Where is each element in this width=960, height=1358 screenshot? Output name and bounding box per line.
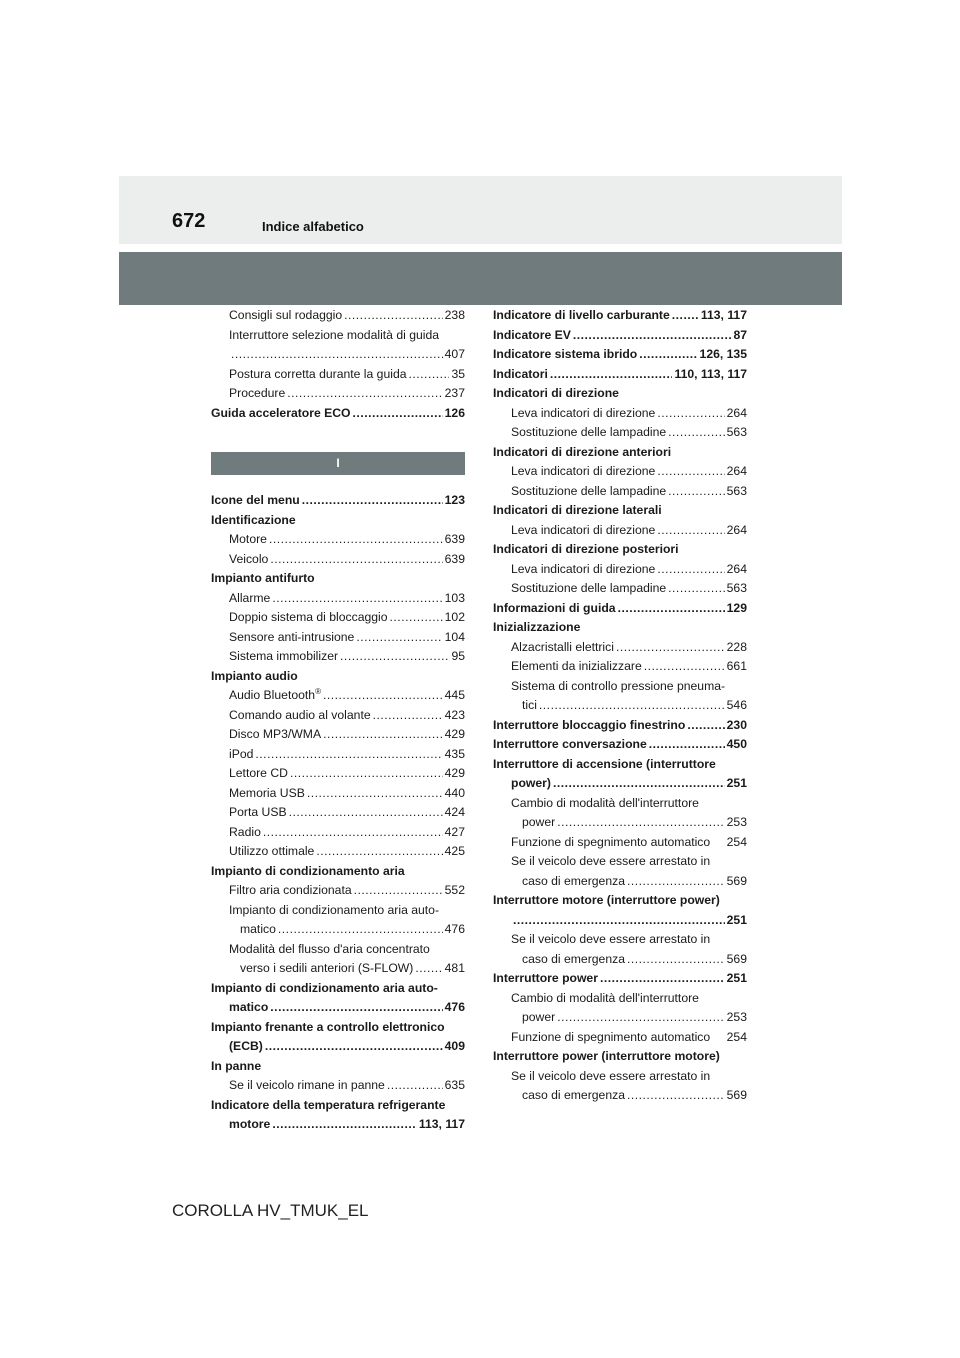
- index-entry: [211, 959, 465, 979]
- entry-page-number: 254: [726, 1029, 747, 1044]
- dot-leader: [687, 716, 724, 736]
- index-entries: [493, 306, 747, 1106]
- entry-page-number: 639: [444, 532, 465, 546]
- entry-page-number: 113, 117: [418, 1117, 465, 1131]
- index-entry: [493, 852, 747, 872]
- entry-page-number: 35: [451, 366, 465, 381]
- index-entry: [493, 755, 747, 775]
- dot-leader: [627, 1086, 725, 1106]
- entry-term: Allarme: [229, 590, 271, 605]
- index-entry: [493, 638, 747, 658]
- dot-leader: [668, 482, 725, 502]
- entry-page-number: 409: [444, 1039, 465, 1053]
- dot-leader: [278, 920, 443, 940]
- index-entry: [493, 423, 747, 443]
- index-entry: [211, 745, 465, 765]
- entry-term: Funzione di spegnimento automatico: [511, 834, 711, 849]
- entry-term: caso di emergenza: [522, 951, 625, 966]
- dot-leader: [415, 959, 442, 979]
- index-entry: [493, 618, 747, 638]
- dot-leader: [269, 530, 443, 550]
- index-entry: [211, 1096, 465, 1116]
- index-entry: [211, 901, 465, 921]
- index-entry: [211, 881, 465, 901]
- index-entry: [493, 540, 747, 560]
- dot-leader: [255, 745, 442, 765]
- index-entry: [211, 550, 465, 570]
- entry-term: Interruttore bloccaggio finestrino: [493, 717, 686, 732]
- dot-leader: [657, 560, 724, 580]
- index-entry: [493, 1086, 747, 1106]
- dot-leader: [513, 911, 725, 931]
- index-entries-bottom: [211, 491, 465, 1135]
- entry-page-number: 552: [444, 883, 465, 897]
- index-entry: [493, 989, 747, 1009]
- entry-term: Interruttore power (interruttore motore): [493, 1049, 720, 1063]
- entry-term: In panne: [211, 1058, 262, 1073]
- entry-page-number: 476: [444, 1000, 465, 1014]
- dot-leader: [644, 657, 725, 677]
- index-entry: [493, 579, 747, 599]
- page-number: 672: [172, 210, 206, 232]
- entry-term: Motore: [229, 532, 267, 546]
- entry-term: Sistema di controllo pressione pneuma-: [511, 678, 726, 693]
- entry-term: Doppio sistema di bloccaggio: [229, 610, 388, 624]
- entry-term: Indicatori di direzione anteriori: [493, 444, 672, 459]
- entry-page-number: 102: [444, 610, 465, 624]
- dot-leader: [649, 735, 725, 755]
- entry-page-number: 429: [444, 766, 465, 780]
- index-entry: [493, 891, 747, 911]
- index-entry: [211, 647, 465, 667]
- index-entry: [211, 979, 465, 999]
- entry-term: (ECB): [229, 1039, 263, 1053]
- index-entries-top: [211, 306, 465, 423]
- entry-term: Indicatore sistema ibrido: [493, 347, 638, 361]
- dot-leader: [668, 579, 725, 599]
- entry-term: Sistema immobilizer: [229, 649, 339, 663]
- entry-page-number: 661: [726, 659, 747, 673]
- index-entry: [493, 560, 747, 580]
- index-entry: [493, 306, 747, 326]
- index-entry: [211, 706, 465, 726]
- index-entry: [211, 404, 465, 424]
- entry-term: Porta USB: [229, 805, 287, 819]
- entry-term: Interruttore selezione modalità di guida: [229, 327, 440, 342]
- index-entry: [493, 501, 747, 521]
- index-entry: [211, 725, 465, 745]
- entry-term: Cambio di modalità dell'interruttore: [511, 795, 699, 810]
- dot-leader: [657, 462, 724, 482]
- entry-page-number: 450: [726, 737, 747, 751]
- entry-term: Indicatori di direzione posteriori: [493, 542, 679, 556]
- entry-term: Memoria USB: [229, 785, 305, 800]
- entry-term: Utilizzo ottimale: [229, 844, 315, 858]
- entry-page-number: 87: [733, 327, 747, 342]
- entry-term: Sostituzione delle lampadine: [511, 483, 667, 498]
- index-entry: [493, 657, 747, 677]
- entry-page-number: 440: [444, 785, 465, 800]
- dot-leader: [557, 813, 724, 833]
- index-entry: [493, 833, 747, 853]
- entry-page-number: 264: [726, 522, 747, 537]
- entry-page-number: 228: [726, 639, 747, 654]
- index-entry: [211, 326, 465, 346]
- entry-page-number: 445: [444, 688, 465, 702]
- dot-leader: [390, 608, 443, 628]
- entry-term: Inizializzazione: [493, 620, 581, 634]
- index-entry: [493, 1067, 747, 1087]
- entry-page-number: 425: [444, 844, 465, 858]
- index-entry: [493, 950, 747, 970]
- dot-leader: [231, 345, 443, 365]
- dot-leader: [657, 521, 724, 541]
- entry-page-number: 264: [726, 405, 747, 420]
- index-entry: [493, 911, 747, 931]
- entry-term: Procedure: [229, 386, 286, 400]
- dot-leader: [263, 823, 443, 843]
- entry-term: Disco MP3/WMA: [229, 727, 322, 741]
- index-entry: [211, 1018, 465, 1038]
- index-column-right: [493, 306, 747, 1106]
- index-entry: [493, 326, 747, 346]
- index-entry: [493, 1047, 747, 1067]
- dot-leader: [539, 696, 725, 716]
- index-entry: [211, 764, 465, 784]
- entry-term: caso di emergenza: [522, 1088, 625, 1102]
- index-entry: [493, 365, 747, 385]
- index-entry: [211, 784, 465, 804]
- entry-page-number: 95: [451, 649, 465, 663]
- dot-leader: [302, 491, 443, 511]
- entry-term: tici: [522, 698, 537, 712]
- dot-leader: [409, 365, 450, 385]
- dot-leader: [289, 803, 443, 823]
- header-band: [119, 176, 842, 244]
- index-entry: [211, 998, 465, 1018]
- index-entry: [211, 589, 465, 609]
- entry-term: Se il veicolo rimane in panne: [229, 1078, 385, 1092]
- entry-page-number: 126: [444, 405, 465, 420]
- entry-term: Sostituzione delle lampadine: [511, 581, 667, 595]
- entry-term: Radio: [229, 824, 261, 839]
- index-column-left: [211, 306, 465, 1135]
- entry-page-number: 569: [726, 1088, 747, 1102]
- dot-leader: [323, 686, 443, 706]
- entry-term: Informazioni di guida: [493, 600, 616, 615]
- index-entry: [211, 1076, 465, 1096]
- entry-term: Elementi da inizializzare: [511, 659, 642, 673]
- index-entry: [211, 628, 465, 648]
- entry-term: Veicolo: [229, 551, 269, 566]
- dot-leader: [616, 638, 725, 658]
- entry-page-number: 238: [444, 308, 465, 322]
- entry-page-number: 569: [726, 873, 747, 888]
- index-entry: [493, 521, 747, 541]
- index-entry: [211, 530, 465, 550]
- letter-heading: I: [211, 452, 465, 475]
- entry-term: Impianto frenante a controllo elettronico: [211, 1019, 445, 1034]
- dot-leader: [307, 784, 443, 804]
- dot-leader: [356, 628, 442, 648]
- entry-term: Audio Bluetooth®: [229, 686, 321, 702]
- index-entry: [493, 482, 747, 502]
- entry-term: Postura corretta durante la guida: [229, 366, 407, 381]
- entry-page-number: 253: [726, 815, 747, 829]
- index-entry: [493, 1028, 747, 1048]
- entry-term: Impianto antifurto: [211, 571, 315, 585]
- entry-term: Interruttore motore (interruttore power): [493, 893, 720, 907]
- entry-term: power: [522, 815, 556, 829]
- entry-page-number: 254: [726, 834, 747, 849]
- index-entry: [493, 677, 747, 697]
- dot-leader: [600, 969, 725, 989]
- index-entry: [493, 794, 747, 814]
- index-entry: [493, 872, 747, 892]
- entry-term: Indicatore EV: [493, 327, 571, 342]
- dot-leader: [353, 404, 443, 424]
- index-entry: [211, 803, 465, 823]
- index-entry: [211, 940, 465, 960]
- entry-term: Se il veicolo deve essere arrestato in: [511, 854, 711, 868]
- index-entry: [493, 813, 747, 833]
- entry-page-number: 253: [726, 1010, 747, 1024]
- entry-term: Leva indicatori di direzione: [511, 561, 656, 576]
- entry-page-number: 435: [444, 746, 465, 761]
- index-entry: [493, 599, 747, 619]
- index-entry: [211, 608, 465, 628]
- entry-page-number: 110, 113, 117: [674, 366, 747, 381]
- index-entry: [493, 735, 747, 755]
- dot-leader: [573, 326, 732, 346]
- entry-term: Leva indicatori di direzione: [511, 464, 656, 478]
- index-entry: [211, 1037, 465, 1057]
- index-entry: [211, 1115, 465, 1135]
- index-entry: [493, 774, 747, 794]
- entry-term: Lettore CD: [229, 766, 288, 780]
- index-entry: [211, 667, 465, 687]
- entry-page-number: 546: [726, 698, 747, 712]
- index-entry: [493, 384, 747, 404]
- entry-page-number: 481: [444, 961, 465, 975]
- index-entry: [211, 384, 465, 404]
- index-entry: [493, 462, 747, 482]
- dot-leader: [557, 1008, 724, 1028]
- section-title: Indice alfabetico: [262, 219, 364, 234]
- index-entry: [211, 920, 465, 940]
- dot-leader: [639, 345, 697, 365]
- dot-leader: [270, 998, 442, 1018]
- entry-page-number: 129: [726, 600, 747, 615]
- index-entry: [493, 930, 747, 950]
- entry-term: Alzacristalli elettrici: [511, 639, 614, 654]
- entry-term: Se il veicolo deve essere arrestato in: [511, 1068, 711, 1083]
- entry-term: Interruttore power: [493, 971, 598, 985]
- entry-term: power): [511, 776, 551, 790]
- header-bar: [119, 252, 842, 305]
- entry-page-number: 424: [444, 805, 465, 819]
- entry-term: Cambio di modalità dell'interruttore: [511, 990, 699, 1005]
- entry-term: Impianto di condizionamento aria auto-: [229, 902, 440, 917]
- entry-page-number: 563: [726, 483, 747, 498]
- entry-term: Sensore anti-intrusione: [229, 629, 355, 644]
- entry-page-number: 427: [444, 824, 465, 839]
- entry-page-number: 237: [444, 386, 465, 400]
- entry-page-number: 429: [444, 727, 465, 741]
- dot-leader: [627, 950, 725, 970]
- index-entry: [211, 345, 465, 365]
- entry-term: Se il veicolo deve essere arrestato in: [511, 932, 711, 946]
- entry-page-number: 251: [726, 776, 747, 790]
- dot-leader: [265, 1037, 443, 1057]
- entry-term: Indicatori di direzione: [493, 386, 619, 400]
- index-entry: [493, 696, 747, 716]
- entry-term: Interruttore di accensione (interruttore: [493, 756, 716, 771]
- index-entry: [211, 511, 465, 531]
- entry-page-number: 113, 117: [700, 308, 747, 322]
- dot-leader: [323, 725, 443, 745]
- dot-leader: [354, 881, 443, 901]
- index-entry: [493, 1008, 747, 1028]
- entry-page-number: 639: [444, 551, 465, 566]
- entry-term: Indicatori: [493, 366, 548, 381]
- entry-page-number: 407: [444, 347, 465, 361]
- entry-term: Indicatori di direzione laterali: [493, 503, 662, 517]
- entry-term: Icone del menu: [211, 493, 300, 507]
- entry-page-number: 476: [444, 922, 465, 936]
- entry-page-number: 264: [726, 464, 747, 478]
- index-entry: [493, 443, 747, 463]
- entry-term: Guida acceleratore ECO: [211, 405, 351, 420]
- index-entry: [493, 404, 747, 424]
- dot-leader: [657, 404, 724, 424]
- entry-page-number: 251: [726, 912, 747, 927]
- entry-page-number: 103: [444, 590, 465, 605]
- entry-term: matico: [229, 1000, 269, 1014]
- index-entry: [211, 862, 465, 882]
- entry-page-number: 569: [726, 951, 747, 966]
- dot-leader: [553, 774, 725, 794]
- entry-term: Impianto di condizionamento aria auto-: [211, 980, 438, 995]
- dot-leader: [373, 706, 443, 726]
- dot-leader: [287, 384, 442, 404]
- entry-term: Funzione di spegnimento automatico: [511, 1029, 711, 1044]
- entry-term: verso i sedili anteriori (S-FLOW): [240, 961, 414, 975]
- dot-leader: [270, 550, 442, 570]
- index-entry: [211, 686, 465, 706]
- entry-page-number: 104: [444, 629, 465, 644]
- index-entry: [493, 345, 747, 365]
- index-entry: [211, 569, 465, 589]
- entry-term: matico: [240, 922, 276, 936]
- entry-term: power: [522, 1010, 556, 1024]
- entry-term: Comando audio al volante: [229, 707, 371, 722]
- entry-term: Consigli sul rodaggio: [229, 308, 343, 322]
- entry-term: iPod: [229, 746, 254, 761]
- index-entry: [493, 969, 747, 989]
- entry-page-number: 126, 135: [699, 347, 747, 361]
- entry-page-number: 563: [726, 581, 747, 595]
- entry-page-number: 423: [444, 707, 465, 722]
- index-entry: [493, 716, 747, 736]
- dot-leader: [672, 306, 699, 326]
- dot-leader: [550, 365, 673, 385]
- footer-model-code: COROLLA HV_TMUK_EL: [172, 1201, 369, 1220]
- dot-leader: [340, 647, 449, 667]
- index-entry: [211, 842, 465, 862]
- entry-term: Impianto di condizionamento aria: [211, 863, 405, 878]
- entry-page-number: 123: [444, 493, 465, 507]
- entry-term: Indicatore della temperatura refrigerante: [211, 1097, 446, 1112]
- entry-page-number: 635: [444, 1078, 465, 1092]
- dot-leader: [316, 842, 442, 862]
- index-entry: [211, 1057, 465, 1077]
- entry-term: Sostituzione delle lampadine: [511, 425, 667, 439]
- index-entry: [211, 823, 465, 843]
- index-entry: [211, 306, 465, 326]
- dot-leader: [272, 589, 442, 609]
- entry-term: Leva indicatori di direzione: [511, 522, 656, 537]
- index-entry: [211, 491, 465, 511]
- dot-leader: [344, 306, 443, 326]
- dot-leader: [290, 764, 443, 784]
- index-entry: [211, 365, 465, 385]
- entry-term: Impianto audio: [211, 668, 298, 683]
- entry-term: Indicatore di livello carburante: [493, 308, 670, 322]
- entry-term: motore: [229, 1117, 271, 1131]
- dot-leader: [668, 423, 725, 443]
- dot-leader: [387, 1076, 443, 1096]
- entry-page-number: 563: [726, 425, 747, 439]
- entry-term: Leva indicatori di direzione: [511, 405, 656, 420]
- dot-leader: [618, 599, 725, 619]
- entry-page-number: 251: [726, 971, 747, 985]
- dot-leader: [627, 872, 725, 892]
- entry-term: Filtro aria condizionata: [229, 883, 352, 897]
- dot-leader: [272, 1115, 417, 1135]
- entry-page-number: 264: [726, 561, 747, 576]
- entry-term: caso di emergenza: [522, 873, 625, 888]
- entry-page-number: 230: [726, 717, 747, 732]
- entry-term: Modalità del flusso d'aria concentrato: [229, 941, 430, 956]
- entry-term: Interruttore conversazione: [493, 737, 647, 751]
- entry-term: Identificazione: [211, 512, 296, 527]
